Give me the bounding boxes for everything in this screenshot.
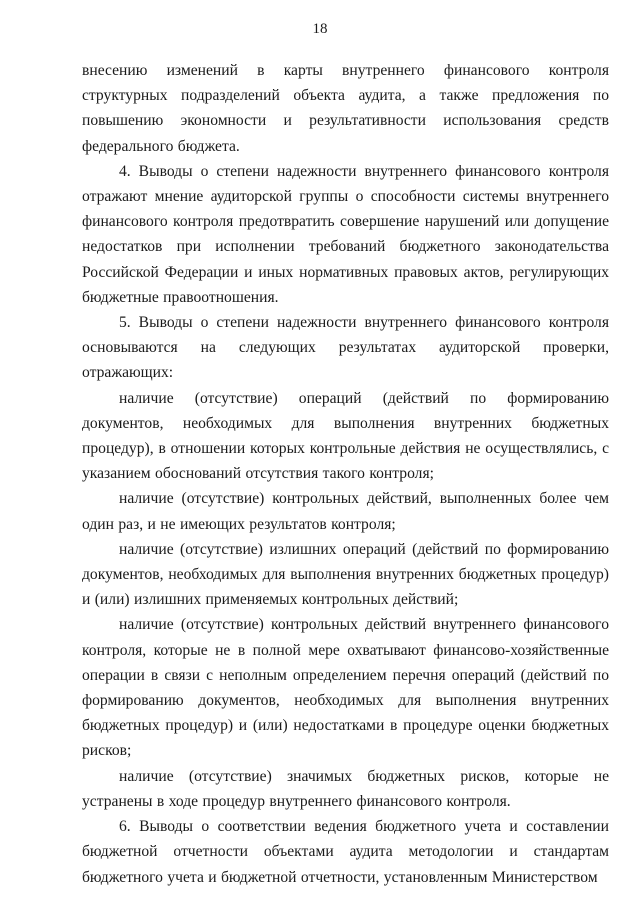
document-body: [82, 58, 609, 890]
paragraph-sub-item-1: наличие (отсутствие) операций (действий по формированию документов, необходимых для выполнения внутренних бюджетных процедур), в отношении которых контрольные действия не осуществлялись, с указанием обоснований отсутствия такого контроля;: [82, 389, 609, 483]
paragraph-item-6: 6. Выводы о соответствии ведения бюджетного учета и составлении бюджетной отчетности объектами аудита методологии и стандартам бюджетного учета и бюджетной отчетности, установленным Министерством: [82, 818, 609, 886]
paragraph-sub-item-3: наличие (отсутствие) излишних операций (действий по формированию документов, необходимых для выполнения внутренних бюджетных процедур) и (или) излишних применяемых контрольных действий;: [82, 540, 609, 609]
paragraph-sub-item-2: наличие (отсутствие) контрольных действий, выполненных более чем один раз, и не имеющих результатов контроля;: [82, 490, 609, 533]
paragraph-sub-item-5: наличие (отсутствие) значимых бюджетных рисков, которые не устранены в ходе процедур внутреннего финансового контроля.: [82, 767, 609, 810]
paragraph-sub-item-4: наличие (отсутствие) контрольных действий внутреннего финансового контроля, которые не в полной мере охватывают финансово-хозяйственные операции в связи с неполным определением перечня операций (действий по формированию документов, необходимых для выполнения внутренних бюджетных процедур) и (или) недостатками в процедуре оценки бюджетных рисков;: [82, 616, 609, 760]
page-number: 18: [312, 21, 328, 37]
paragraph-item-4: 4. Выводы о степени надежности внутреннего финансового контроля отражают мнение аудиторской группы о способности системы внутреннего финансового контроля предотвратить совершение нарушений или допущение недостатков при исполнении требований бюджетного законодательства Российской Федерации и иных нормативных правовых актов, регулирующих бюджетные правоотношения.: [82, 162, 609, 306]
paragraph-continuation: внесению изменений в карты внутреннего финансового контроля структурных подразделений объекта аудита, а также предложения по повышению экономности и результативности использования средств федерального бюджета.: [82, 62, 609, 155]
paragraph-item-5: 5. Выводы о степени надежности внутреннего финансового контроля основываются на следующих результатах аудиторской проверки, отражающих:: [82, 314, 609, 382]
